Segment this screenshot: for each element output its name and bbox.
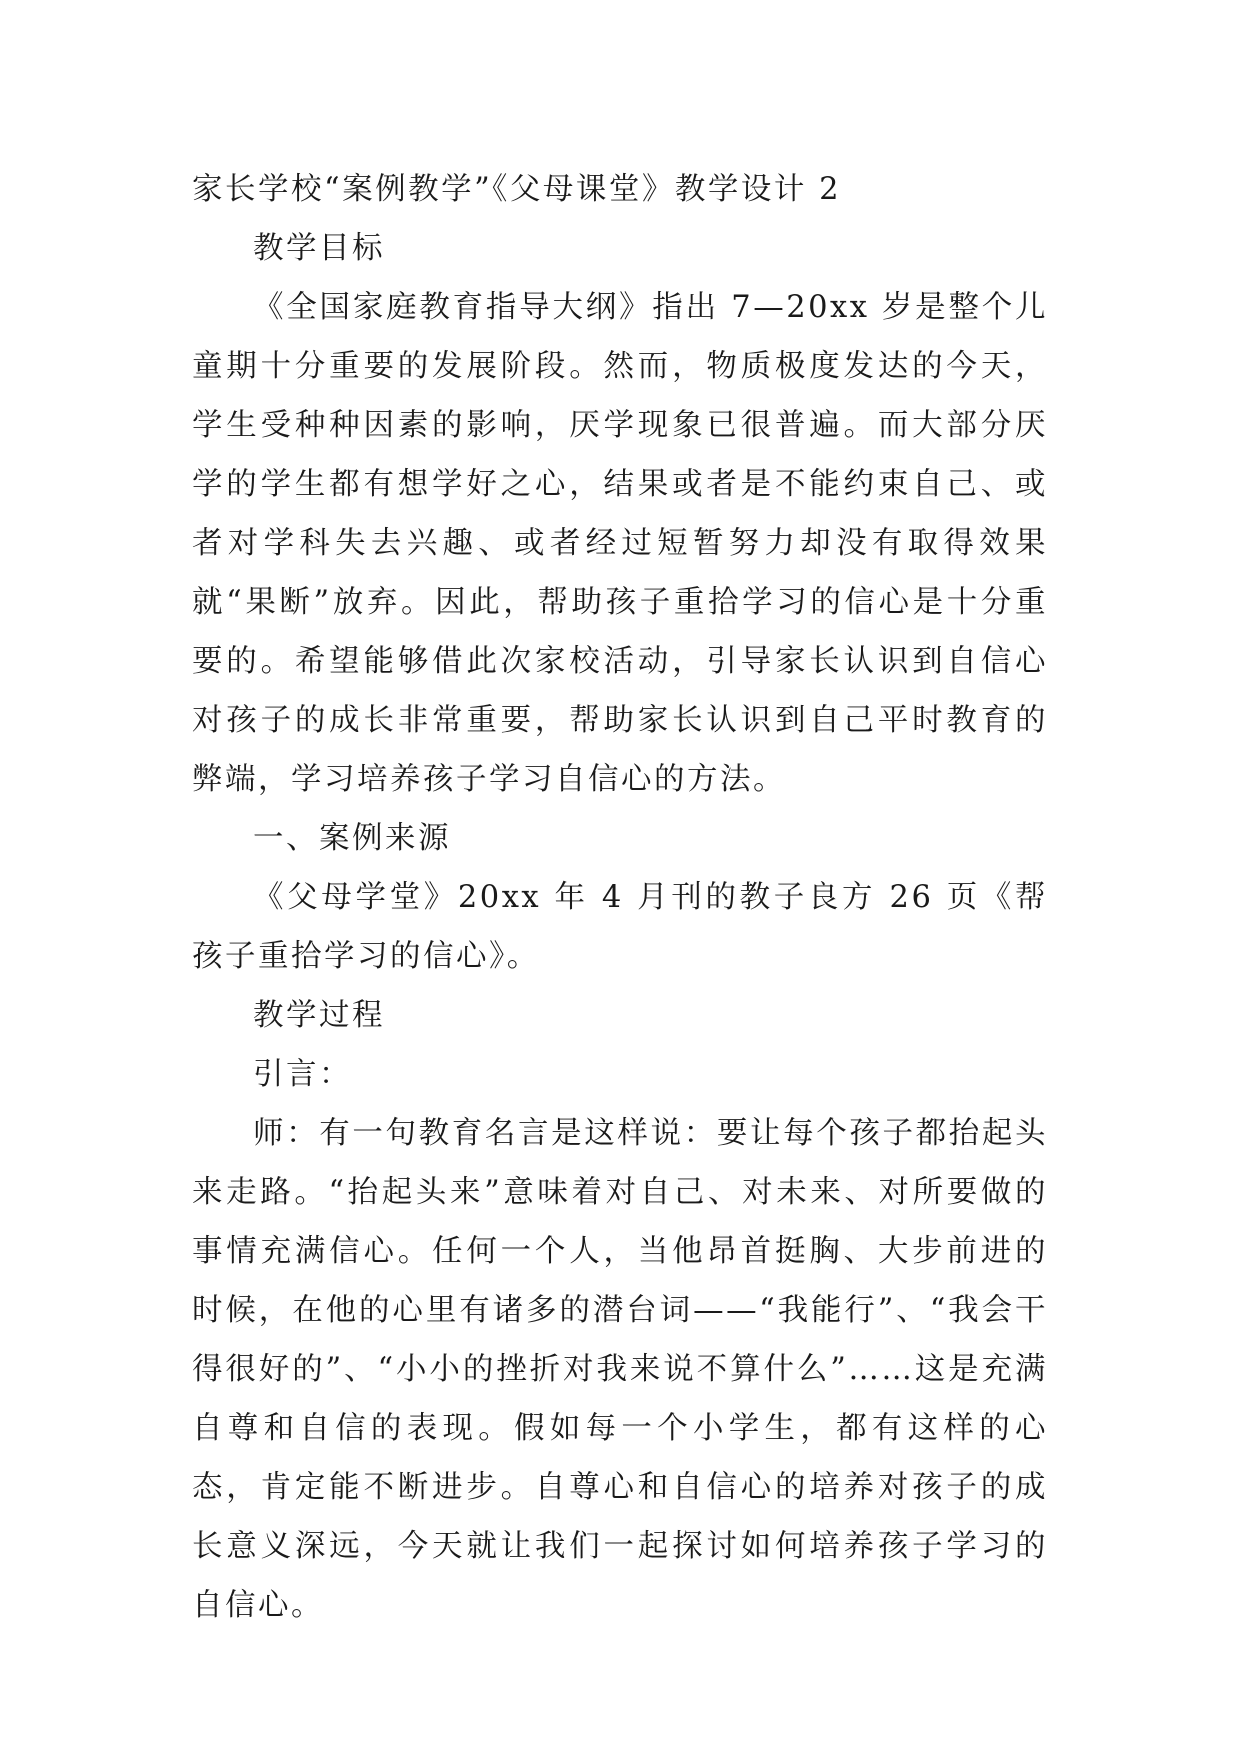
document-body bbox=[192, 160, 1048, 1635]
section-heading-teaching-goals: 教学目标 bbox=[253, 231, 385, 266]
section-heading-teaching-process: 教学过程 bbox=[253, 998, 385, 1033]
document-title: 家长学校“案例教学”《父母课堂》教学设计 2 bbox=[192, 172, 842, 207]
paragraph-introduction-body: 师：有一句教育名言是这样说：要让每个孩子都抬起头来走路。“抬起头来”意味着对自己、对未来、对所要做的事情充满信心。任何一个人，当他昂首挺胸、大步前进的时候，在他的心里有诸多的潜台词——“我能行”、“我会干得很好的”、“小小的挫折对我来说不算什么”……这是充满自尊和自信的表现。假如每一个小学生，都有这样的心态，肯定能不断进步。自尊心和自信心的培养对孩子的成长意义深远，今天就让我们一起探讨如何培养孩子学习的自信心。 bbox=[192, 1116, 1048, 1623]
paragraph-goals-body: 《全国家庭教育指导大纲》指出 7—20xx 岁是整个儿童期十分重要的发展阶段。然而，物质极度发达的今天，学生受种种因素的影响，厌学现象已很普遍。而大部分厌学的学生都有想学好之心，结果或者是不能约束自己、或者对学科失去兴趣、或者经过短暂努力却没有取得效果就“果断”放弃。因此，帮助孩子重拾学习的信心是十分重要的。希望能够借此次家校活动，引导家长认识到自信心对孩子的成长非常重要，帮助家长认识到自己平时教育的弊端，学习培养孩子学习自信心的方法。 bbox=[192, 290, 1048, 797]
section-heading-introduction: 引言： bbox=[253, 1057, 352, 1092]
paragraph-case-source-body: 《父母学堂》20xx 年 4 月刊的教子良方 26 页《帮孩子重拾学习的信心》。 bbox=[192, 880, 1048, 974]
section-heading-case-source: 一、案例来源 bbox=[253, 821, 451, 856]
